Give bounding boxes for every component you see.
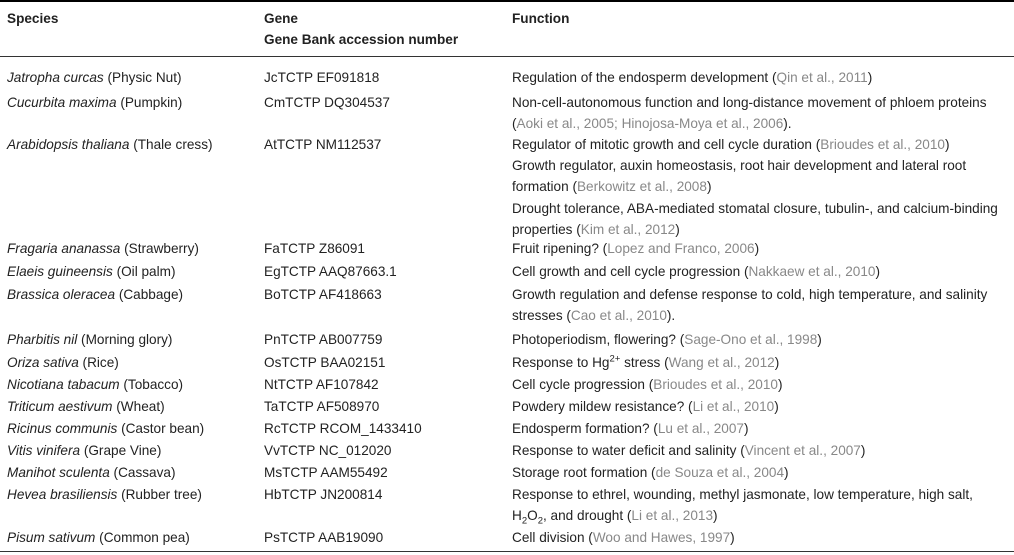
common-name: (Grape Vine) bbox=[80, 443, 162, 458]
species-name: Brassica oleracea bbox=[7, 287, 116, 302]
function-text: Response to ethrel, wounding, methyl jasmonate, low temperature, high salt, H bbox=[512, 487, 973, 524]
gene-cell: VvTCTP NC_012020 bbox=[264, 443, 392, 458]
species-name: Elaeis guineensis bbox=[7, 264, 113, 279]
species-name: Pharbitis nil bbox=[7, 332, 78, 347]
common-name: (Cabbage) bbox=[115, 287, 184, 302]
function-line bbox=[512, 134, 1002, 155]
function-text: ) bbox=[860, 443, 866, 458]
gene-cell: MsTCTP AAM55492 bbox=[264, 465, 388, 480]
function-text: Regulator of mitotic growth and cell cycle duration ( bbox=[512, 137, 821, 152]
function-text: Non-cell-autonomous function and long-distance movement of phloem proteins ( bbox=[512, 95, 987, 132]
function-text: ) bbox=[675, 221, 680, 237]
function-text: ) bbox=[744, 421, 749, 436]
citation-link: Wang et al., 2012 bbox=[668, 355, 775, 370]
function-line bbox=[512, 396, 1002, 417]
function-line bbox=[512, 155, 1002, 197]
function-text: Cell division ( bbox=[512, 530, 593, 545]
species-cell bbox=[7, 462, 257, 483]
common-name: (Strawberry) bbox=[120, 241, 199, 256]
species-name: Oriza sativa bbox=[7, 355, 79, 370]
function-cell bbox=[512, 261, 1002, 282]
function-cell bbox=[512, 238, 1002, 259]
citation-link: Cao et al., 2010 bbox=[570, 308, 667, 324]
header-rule bbox=[0, 56, 1014, 57]
species-cell bbox=[7, 92, 257, 113]
species-cell bbox=[7, 329, 257, 350]
top-rule bbox=[0, 0, 1014, 2]
function-line bbox=[512, 329, 1002, 350]
header-gene-label: Gene bbox=[264, 11, 298, 26]
function-cell bbox=[512, 484, 1002, 526]
citation-link: Li et al., 2013 bbox=[631, 508, 714, 524]
species-cell bbox=[7, 440, 257, 461]
species-name: Pisum sativum bbox=[7, 530, 96, 545]
function-line bbox=[512, 352, 1002, 373]
function-text: ) bbox=[713, 508, 718, 524]
species-cell bbox=[7, 238, 257, 259]
gene-cell: OsTCTP BAA02151 bbox=[264, 355, 386, 370]
function-line bbox=[512, 238, 1002, 259]
function-line bbox=[512, 374, 1002, 395]
species-name: Vitis vinifera bbox=[7, 443, 81, 458]
common-name: (Tobacco) bbox=[119, 377, 184, 392]
function-line bbox=[512, 418, 1002, 439]
gene-cell: BoTCTP AF418663 bbox=[264, 287, 382, 302]
species-cell bbox=[7, 527, 257, 548]
function-cell bbox=[512, 134, 1002, 240]
function-text: Fruit ripening? ( bbox=[512, 241, 608, 256]
gene-cell: CmTCTP DQ304537 bbox=[264, 95, 390, 110]
species-cell bbox=[7, 418, 257, 439]
common-name: (Thale cress) bbox=[129, 137, 213, 152]
function-cell bbox=[512, 396, 1002, 417]
species-name: Triticum aestivum bbox=[7, 399, 113, 414]
species-cell bbox=[7, 67, 257, 88]
common-name: (Rice) bbox=[78, 355, 119, 370]
citation-link: Lu et al., 2007 bbox=[657, 421, 744, 436]
gene-cell: RcTCTP RCOM_1433410 bbox=[264, 421, 422, 436]
function-text: Powdery mildew resistance? ( bbox=[512, 399, 693, 414]
gene-cell: EgTCTP AAQ87663.1 bbox=[264, 264, 397, 279]
citation-link: Woo and Hawes, 1997 bbox=[592, 530, 731, 545]
bottom-rule bbox=[0, 551, 1014, 552]
function-line bbox=[512, 92, 1002, 134]
function-line bbox=[512, 440, 1002, 461]
function-text: Growth regulator, auxin homeostasis, root hair development and lateral root formation ( bbox=[512, 158, 967, 195]
citation-link: Lopez and Franco, 2006 bbox=[607, 241, 755, 256]
species-name: Hevea brasiliensis bbox=[7, 487, 118, 502]
species-name: Cucurbita maxima bbox=[7, 95, 117, 110]
function-text: stress ( bbox=[620, 355, 669, 370]
gene-cell: PnTCTP AB007759 bbox=[264, 332, 383, 347]
function-text: O bbox=[527, 508, 538, 524]
common-name: (Common pea) bbox=[95, 530, 190, 545]
function-text: ) bbox=[730, 530, 735, 545]
common-name: (Cassava) bbox=[109, 465, 176, 480]
function-text: ) bbox=[867, 70, 873, 85]
citation-link: Qin et al., 2011 bbox=[776, 70, 868, 85]
species-name: Fragaria ananassa bbox=[7, 241, 121, 256]
function-text: ) bbox=[706, 179, 712, 195]
function-text: ) bbox=[754, 241, 760, 256]
function-line bbox=[512, 261, 1002, 282]
gene-cell: TaTCTP AF508970 bbox=[264, 399, 380, 414]
species-cell bbox=[7, 396, 257, 417]
function-text: Photoperiodism, flowering? ( bbox=[512, 332, 685, 347]
gene-cell: AtTCTP NM112537 bbox=[264, 137, 382, 152]
function-cell bbox=[512, 92, 1002, 134]
species-cell bbox=[7, 134, 257, 155]
superscript: 2+ bbox=[609, 353, 621, 365]
function-cell bbox=[512, 462, 1002, 483]
function-text: ) bbox=[944, 137, 950, 152]
subscript: 2 bbox=[537, 515, 543, 527]
gene-cell: JcTCTP EF091818 bbox=[264, 70, 380, 85]
function-text: Drought tolerance, ABA-mediated stomatal closure, tubulin-, and calcium-binding properties ( bbox=[512, 200, 998, 237]
common-name: (Physic Nut) bbox=[103, 70, 182, 85]
function-text: Cell cycle progression ( bbox=[512, 377, 654, 392]
gene-cell: HbTCTP JN200814 bbox=[264, 487, 383, 502]
common-name: (Rubber tree) bbox=[117, 487, 202, 502]
citation-link: Nakkaew et al., 2010 bbox=[748, 264, 876, 279]
common-name: (Pumpkin) bbox=[116, 95, 183, 110]
species-cell bbox=[7, 284, 257, 305]
citation-link: Sage-Ono et al., 1998 bbox=[684, 332, 818, 347]
citation-link: Brioudes et al., 2010 bbox=[653, 377, 778, 392]
function-text: ) bbox=[777, 377, 783, 392]
species-name: Nicotiana tabacum bbox=[7, 377, 120, 392]
citation-link: Aoki et al., 2005; Hinojosa-Moya et al., 2006 bbox=[516, 116, 784, 132]
function-cell bbox=[512, 440, 1002, 461]
function-text: ) bbox=[774, 355, 780, 370]
gene-cell: FaTCTP Z86091 bbox=[264, 241, 365, 256]
header-gene bbox=[264, 8, 458, 50]
function-text: Growth regulation and defense response to cold, high temperature, and salinity stresses ( bbox=[512, 287, 988, 324]
function-cell bbox=[512, 284, 1002, 326]
function-cell bbox=[512, 418, 1002, 439]
function-text: , and drought ( bbox=[543, 508, 632, 524]
common-name: (Oil palm) bbox=[112, 264, 176, 279]
function-text: ). bbox=[783, 116, 792, 132]
common-name: (Castor bean) bbox=[117, 421, 205, 436]
header-accession-label: Gene Bank accession number bbox=[264, 32, 459, 47]
species-cell bbox=[7, 352, 257, 373]
function-text: Endosperm formation? ( bbox=[512, 421, 658, 436]
function-text: ) bbox=[774, 399, 779, 414]
function-text: ). bbox=[666, 308, 676, 324]
function-text: Response to water deficit and salinity ( bbox=[512, 443, 745, 458]
subscript: 2 bbox=[521, 515, 528, 527]
citation-link: Vincent et al., 2007 bbox=[744, 443, 861, 458]
function-cell bbox=[512, 352, 1002, 373]
function-text: Response to Hg bbox=[512, 355, 610, 370]
citation-link: Kim et al., 2012 bbox=[580, 221, 676, 237]
common-name: (Wheat) bbox=[112, 399, 165, 414]
gene-cell: PsTCTP AAB19090 bbox=[264, 530, 384, 545]
function-text: Cell growth and cell cycle progression ( bbox=[512, 264, 749, 279]
citation-link: de Souza et al., 2004 bbox=[655, 465, 785, 480]
function-cell bbox=[512, 374, 1002, 395]
species-name: Jatropha curcas bbox=[7, 70, 104, 85]
function-line bbox=[512, 198, 1002, 240]
function-text: ) bbox=[875, 264, 880, 279]
species-name: Manihot sculenta bbox=[7, 465, 110, 480]
function-text: Storage root formation ( bbox=[512, 465, 656, 480]
function-line bbox=[512, 462, 1002, 483]
gene-cell: NtTCTP AF107842 bbox=[264, 377, 379, 392]
function-line bbox=[512, 527, 1002, 548]
citation-link: Li et al., 2010 bbox=[692, 399, 775, 414]
function-line bbox=[512, 284, 1002, 326]
species-name: Ricinus communis bbox=[7, 421, 118, 436]
function-cell bbox=[512, 329, 1002, 350]
species-name: Arabidopsis thaliana bbox=[7, 137, 130, 152]
function-text: ) bbox=[784, 465, 789, 480]
citation-link: Berkowitz et al., 2008 bbox=[576, 179, 707, 195]
species-cell bbox=[7, 374, 257, 395]
common-name: (Morning glory) bbox=[77, 332, 173, 347]
function-cell bbox=[512, 527, 1002, 548]
citation-link: Brioudes et al., 2010 bbox=[820, 137, 945, 152]
species-cell bbox=[7, 261, 257, 282]
header-function: Function bbox=[512, 11, 570, 26]
function-line bbox=[512, 67, 1002, 88]
function-line bbox=[512, 484, 1002, 526]
function-text: ) bbox=[817, 332, 822, 347]
function-text: Regulation of the endosperm development ( bbox=[512, 70, 777, 85]
header-species: Species bbox=[7, 11, 59, 26]
function-cell bbox=[512, 67, 1002, 88]
species-cell bbox=[7, 484, 257, 505]
